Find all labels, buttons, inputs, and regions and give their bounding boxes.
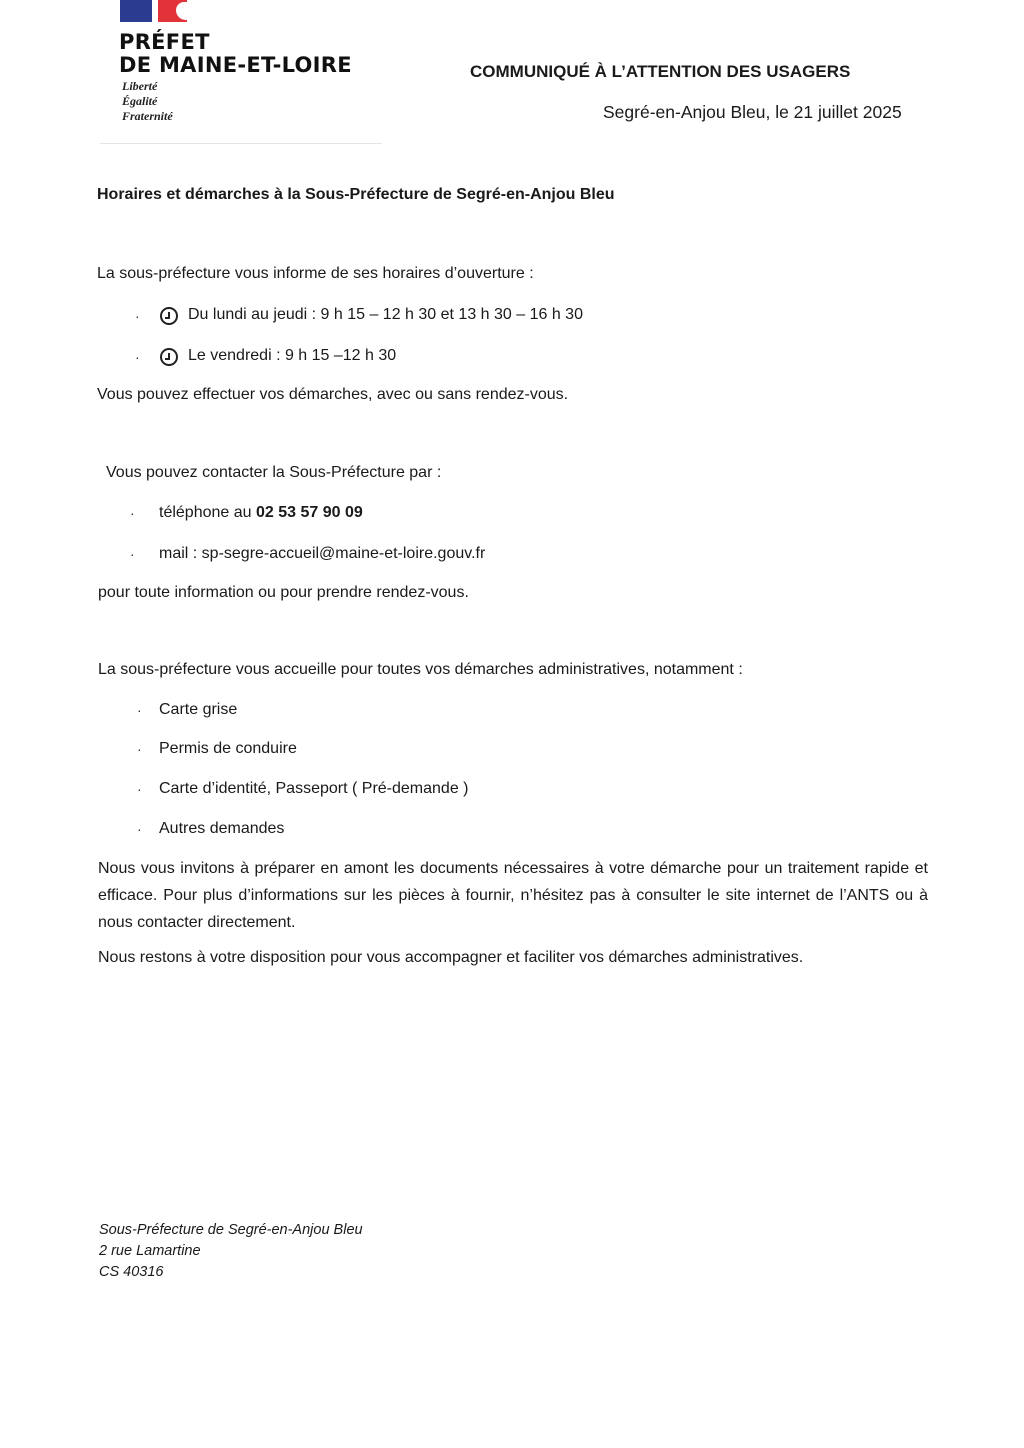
- clock-icon: [160, 307, 178, 325]
- header-divider: [100, 143, 382, 144]
- footer-address: [99, 1220, 363, 1283]
- prefecture-name-line2: DE MAINE-ET-LOIRE: [119, 53, 352, 77]
- footer-address-line3: CS 40316: [99, 1264, 164, 1280]
- bullet-icon: ·: [130, 546, 135, 562]
- contact-mail: mail : sp-segre-accueil@maine-et-loire.gouv.fr: [159, 545, 486, 562]
- phone-number: 02 53 57 90 09: [255, 504, 363, 521]
- french-flag-logo: [120, 0, 187, 22]
- hours-item-friday: Le vendredi : 9 h 15 –12 h 30: [188, 347, 397, 364]
- motto-egalite: Égalité: [122, 94, 158, 108]
- contact-outro: pour toute information ou pour prendre rendez-vous.: [98, 584, 469, 601]
- prefecture-name: [119, 31, 352, 77]
- bullet-icon: ·: [137, 821, 142, 837]
- closing-paragraph: Nous vous invitons à préparer en amont les documents nécessaires à votre démarche pour un traitement rapide et efficace. Pour plus d’informations sur les pièces à fournir, n’hésitez pas à consulter le site internet de l’ANTS ou à nous contacter directement.: [98, 860, 928, 931]
- document-subject: Horaires et démarches à la Sous-Préfecture de Segré-en-Anjou Bleu: [97, 186, 615, 203]
- motto-fraternite: Fraternité: [122, 109, 173, 123]
- place-and-date: Segré-en-Anjou Bleu, le 21 juillet 2025: [603, 102, 902, 122]
- hours-item-weekdays: Du lundi au jeudi : 9 h 15 – 12 h 30 et 13 h 30 – 16 h 30: [188, 306, 583, 323]
- bullet-icon: ·: [135, 349, 140, 365]
- procedure-item: Autres demandes: [159, 820, 285, 837]
- bullet-icon: ·: [135, 308, 140, 324]
- hours-intro: La sous-préfecture vous informe de ses horaires d’ouverture :: [97, 265, 534, 282]
- phone-prefix: téléphone au: [159, 504, 256, 521]
- bullet-icon: ·: [137, 702, 142, 718]
- communique-title: COMMUNIQUÉ À L’ATTENTION DES USAGERS: [470, 62, 851, 81]
- procedure-item: Carte d’identité, Passeport ( Pré-demande ): [159, 780, 469, 797]
- procedure-item: Carte grise: [159, 701, 238, 718]
- contact-phone: [159, 504, 363, 522]
- republic-motto: [122, 79, 173, 124]
- procedures-intro: La sous-préfecture vous accueille pour toutes vos démarches administratives, notamment :: [98, 661, 743, 678]
- footer-address-line1: Sous-Préfecture de Segré-en-Anjou Bleu: [99, 1222, 363, 1238]
- hours-outro: Vous pouvez effectuer vos démarches, avec ou sans rendez-vous.: [97, 386, 569, 403]
- bullet-icon: ·: [130, 505, 135, 521]
- footer-address-line2: 2 rue Lamartine: [99, 1243, 201, 1259]
- closing-final-line: Nous restons à votre disposition pour vous accompagner et faciliter vos démarches administratives.: [98, 949, 804, 966]
- prefecture-name-line1: PRÉFET: [119, 30, 210, 54]
- marianne-profile-icon: [176, 2, 194, 20]
- clock-icon: [160, 348, 178, 366]
- contact-intro: Vous pouvez contacter la Sous-Préfecture par :: [106, 464, 442, 481]
- procedure-item: Permis de conduire: [159, 740, 297, 757]
- bullet-icon: ·: [137, 741, 142, 757]
- motto-liberte: Liberté: [122, 79, 158, 93]
- bullet-icon: ·: [137, 781, 142, 797]
